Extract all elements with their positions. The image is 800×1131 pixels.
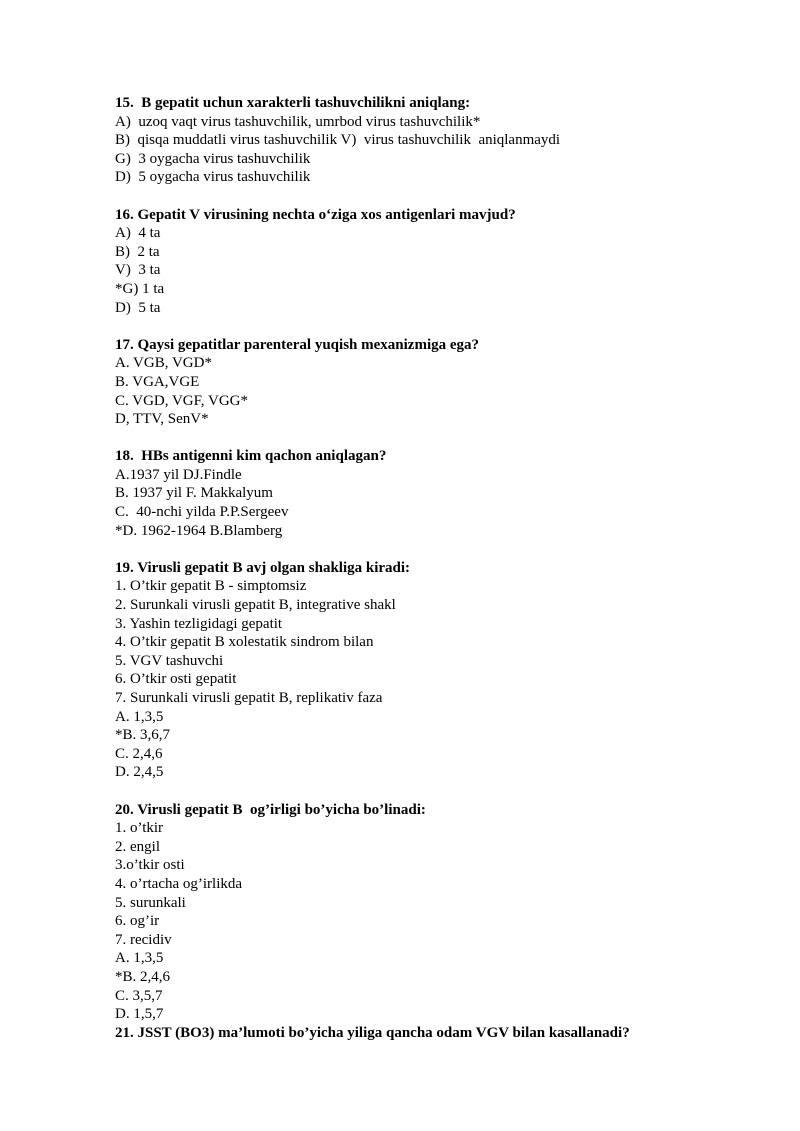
question-title: 17. Qaysi gepatitlar parenteral yuqish mexanizmiga ega? (115, 336, 480, 353)
answer-option: D, TTV, SenV* (115, 411, 209, 428)
list-item: 6. O’tkir osti gepatit (115, 671, 237, 688)
list-item: 4. o’rtacha og’irlikda (115, 875, 243, 892)
question-title: 16. Gepatit V virusining nechta o‘ziga xos antigenlari mavjud? (115, 206, 516, 223)
question-title: 15. B gepatit uchun xarakterli tashuvchilikni aniqlang: (115, 95, 471, 111)
question-19 (115, 559, 755, 782)
answer-option: V) 3 ta (115, 262, 161, 279)
list-item: 3.o’tkir osti (115, 857, 185, 874)
document-page (115, 94, 755, 1042)
question-16 (115, 206, 755, 318)
question-17 (115, 336, 755, 429)
answer-option: *B. 3,6,7 (115, 727, 171, 744)
list-item: 1. O’tkir gepatit B - simptomsiz (115, 578, 307, 595)
question-21 (115, 1024, 755, 1043)
list-item: 7. recidiv (115, 931, 172, 948)
answer-option: C. 2,4,6 (115, 745, 163, 762)
answer-option: B) qisqa muddatli virus tashuvchilik V) virus tashuvchilik aniqlanmaydi (115, 132, 561, 149)
answer-option: A) uzoq vaqt virus tashuvchilik, umrbod virus tashuvchilik* (115, 113, 481, 130)
answer-option: A. 1,3,5 (115, 708, 164, 725)
answer-option: A. VGB, VGD* (115, 355, 212, 372)
list-item: 4. O’tkir gepatit B xolestatik sindrom bilan (115, 634, 374, 651)
list-item: 5. surunkali (115, 894, 186, 911)
answer-option: B. 1937 yil F. Makkalyum (115, 485, 273, 502)
answer-option: A.1937 yil DJ.Findle (115, 466, 242, 483)
list-item: 1. o’tkir (115, 820, 164, 837)
question-title: 19. Virusli gepatit B avj olgan shakliga kiradi: (115, 559, 411, 576)
question-title: 20. Virusli gepatit B og’irligi bo’yicha bo’linadi: (115, 801, 426, 818)
answer-option: *G) 1 ta (115, 280, 165, 297)
list-item: 3. Yashin tezligidagi gepatit (115, 615, 283, 632)
answer-option: G) 3 oygacha virus tashuvchilik (115, 150, 311, 167)
question-18 (115, 447, 755, 540)
list-item: 6. og’ir (115, 913, 160, 930)
answer-option: A) 4 ta (115, 225, 161, 242)
answer-option: D) 5 ta (115, 299, 161, 316)
answer-option: A. 1,3,5 (115, 950, 164, 967)
answer-option: *D. 1962-1964 B.Blamberg (115, 522, 283, 539)
question-title: 18. HBs antigenni kim qachon aniqlagan? (115, 448, 387, 465)
list-item: 2. Surunkali virusli gepatit B, integrative shakl (115, 597, 396, 614)
question-title: 21. JSST (BO3) ma’lumoti bo’yicha yiliga qancha odam VGV bilan kasallanadi? (115, 1024, 630, 1041)
answer-option: C. VGD, VGF, VGG* (115, 392, 248, 409)
answer-option: B) 2 ta (115, 243, 160, 260)
question-20 (115, 801, 755, 1024)
answer-option: D. 1,5,7 (115, 1006, 164, 1023)
list-item: 7. Surunkali virusli gepatit B, replikativ faza (115, 690, 383, 706)
answer-option: D) 5 oygacha virus tashuvchilik (115, 169, 311, 186)
answer-option: B. VGA,VGE (115, 373, 200, 390)
list-item: 2. engil (115, 838, 160, 855)
question-15 (115, 94, 755, 187)
answer-option: D. 2,4,5 (115, 764, 164, 781)
answer-option: C. 3,5,7 (115, 987, 163, 1004)
answer-option: C. 40-nchi yilda P.P.Sergeev (115, 504, 289, 521)
answer-option: *B. 2,4,6 (115, 968, 171, 985)
list-item: 5. VGV tashuvchi (115, 652, 224, 669)
